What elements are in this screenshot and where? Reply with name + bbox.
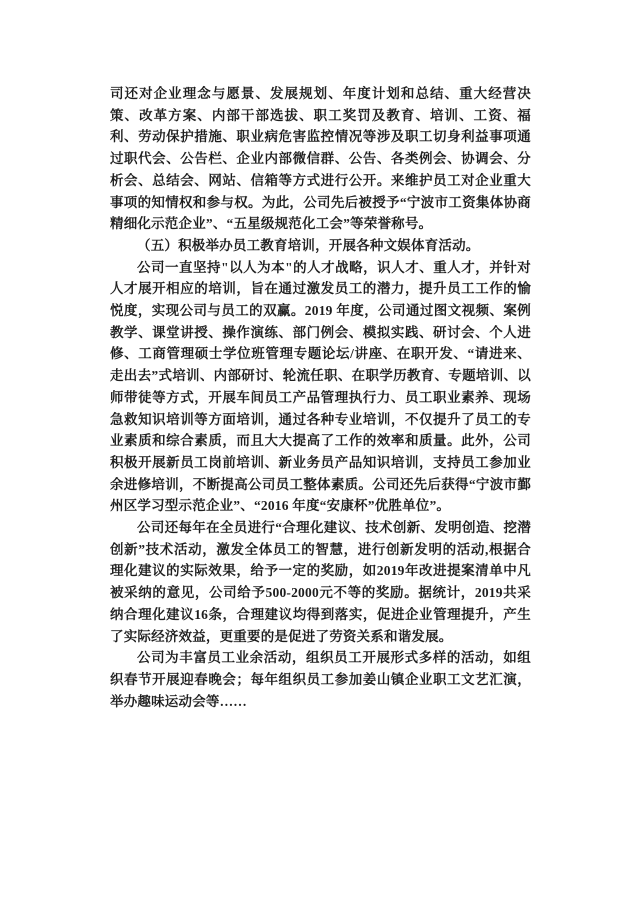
paragraph-rationalization-suggestions: 公司还每年在全员进行“合理化建议、技术创新、发明创造、挖潜创新”技术活动，激发全体员工的智慧，进行创新发明的活动,根据合理化建议的实际效果，给予一定的奖励，如2019年改进提案清单中凡被采纳的意见，公司给予500-2000元不等的奖励。据统计，2019共采纳合理化建议16条，合理建议均得到落实，促进企业管理提升，产生了实际经济效益，更重要的是促进了劳资关系和谐发展。 bbox=[110, 520, 531, 644]
document-text-block bbox=[110, 83, 531, 712]
paragraph-continuation-enterprise-transparency: 司还对企业理念与愿景、发展规划、年度计划和总结、重大经营决策、改革方案、内部干部选拔、职工奖罚及教育、培训、工资、福利、劳动保护措施、职业病危害监控情况等涉及职工切身利益事项通过职代会、公告栏、企业内部微信群、公告、各类例会、协调会、分析会、总结会、网站、信箱等方式进行公开。来维护员工对企业重大事项的知情权和参与权。为此，公司先后被授予“宁波市工资集体协商精细化示范企业”、“五星级规范化工会”等荣誉称号。 bbox=[110, 86, 531, 232]
paragraph-employee-activities: 公司为丰富员工业余活动，组织员工开展形式多样的活动，如组织春节开展迎春晚会；每年组织员工参加姜山镇企业职工文艺汇演，举办趣味运动会等…… bbox=[110, 650, 531, 709]
paragraph-section-heading-five: （五）积极举办员工教育培训，开展各种文娱体育活动。 bbox=[137, 237, 480, 253]
paragraph-talent-training: 公司一直坚持"以人为本"的人才战略，识人才、重人才，并针对人才展开相应的培训，旨在通过激发员工的潜力，提升员工工作的愉悦度，实现公司与员工的双赢。2019 年度，公司通过图文视频、案例教学、课堂讲授、操作演练、部门例会、模拟实践、研讨会、个人进修、工商管理硕士学位班管理专题论坛/讲座、在职开发、“请进来、走出去”式培训、内部研讨、轮流任职、在职学历教育、专题培训、以师带徒等方式，开展车间员工产品管理执行力、员工职业素养、现场急救知识培训等方面培训，通过各种专业培训，不仅提升了员工的专业素质和综合素质，而且大大提高了工作的效率和质量。此外，公司积极开展新员工岗前培训、新业务员产品知识培训，支持员工参加业余进修培训，不断提高公司员工整体素质。公司还先后获得“宁波市鄞州区学习型示范企业”、“2016 年度“安康杯”优胜单位”。 bbox=[110, 259, 531, 514]
